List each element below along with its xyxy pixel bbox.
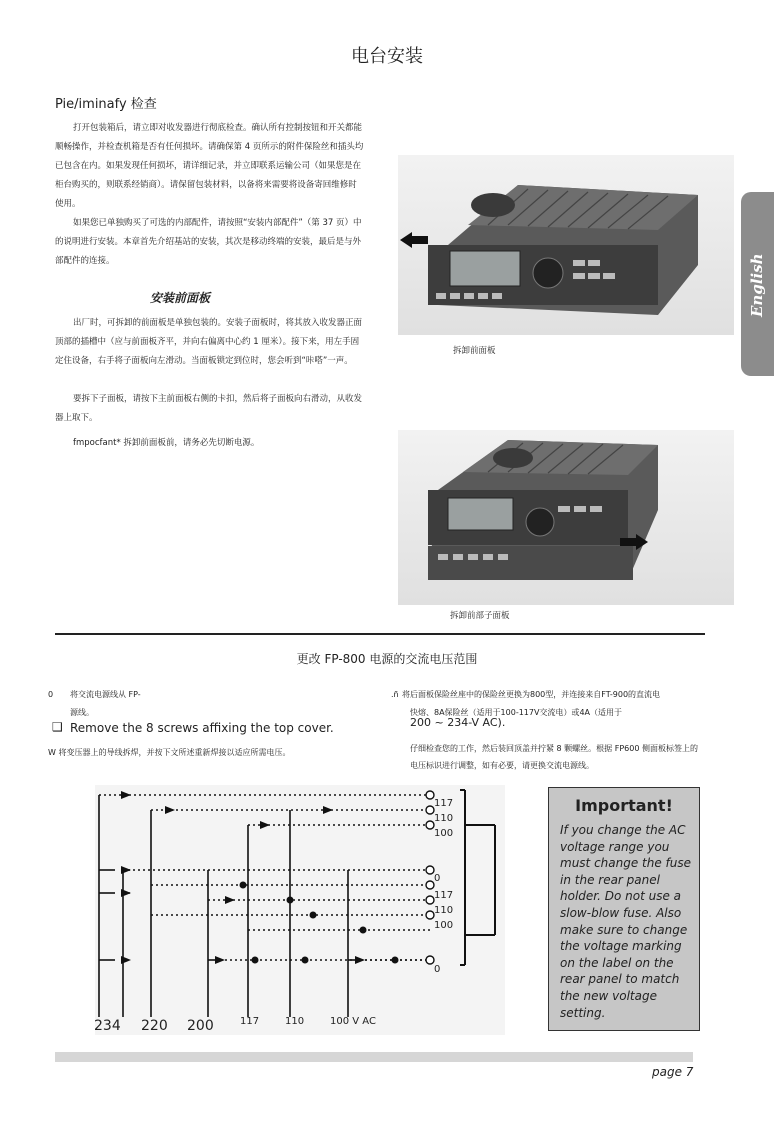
step-0-text: 将交流电源线从 FP- [70, 690, 141, 699]
voltage-label-220: 220 [141, 1018, 168, 1034]
step-w-text: W 将变压器上的导线拆焊，并按下文所述重新焊接以适应所需电压。 [48, 748, 291, 757]
step-0-number: 0 [48, 690, 54, 699]
front-panel-paragraph-2: 要拆下子面板，请按下主前面板右侧的卡扣，然后将子面板向右滑动，从收发器上取下。 [55, 394, 363, 423]
page-number: page 7 [652, 1065, 694, 1079]
important-notice-body: If you change the AC voltage range you must change the fuse in the rear panel holder. Do not use a slow-blow fuse. Also make sure to change the voltage marking on the label on the rear panel to match the new voltage setting. [560, 823, 692, 1020]
front-panel-warning: fmpocfant* 拆卸前面板前，请务必先切断电源。 [73, 438, 260, 448]
tap-label-lower-100: 100 [434, 920, 454, 931]
inspection-paragraph-2: 如果您已单独购买了可选的内部配件，请按照“安装内部配件”（第 37 页）中的说明进行安装。本章首先介绍基站的安装，其次是移动终端的安装，最后是与外部配件的连接。 [55, 218, 362, 266]
right-step-line-1: 将后面板保险丝座中的保险丝更换为800型，并连接来自FT-900的直流电 [402, 690, 661, 699]
footer-bar [55, 1052, 693, 1062]
tap-label-upper-110: 110 [434, 813, 454, 824]
inspection-paragraph-1: 打开包装箱后，请立即对收发器进行彻底检查。确认所有控制按钮和开关都能顺畅操作，并检查机箱是否有任何损坏。请确保第 4 页所示的附件保险丝和插头均已包含在内。如果发现任何损坏，请详细记录，并立即联系运输公司（如果您是在柜台购买的，则联系经销商）。请保留包装材料，以备将来需要将设备寄回维修时使用。 [55, 123, 364, 209]
voltage-label-234: 234 [94, 1018, 121, 1034]
transceiver-photo-sub-panel [398, 430, 734, 605]
tap-label-lower-117: 117 [434, 890, 454, 901]
tap-label-upper-100: 100 [434, 828, 454, 839]
front-panel-paragraph-1: 出厂时，可拆卸的前面板是单独包装的。安装子面板时，将其放入收发器正面顶部的插槽中（应与前面板齐平，并向右偏离中心约 1 厘米）。接下来，用左手固定住设备，右手将子面板向左滑动。当面板锁定到位时，您会听到“咔嗒”一声。 [55, 318, 363, 366]
voltage-label-117: 117 [240, 1016, 260, 1027]
right-step-line-2: 快熔、8A保险丝（适用于100-117V交流电）或4A（适用于 [410, 708, 623, 717]
step-0-continuation: 源线。 [70, 708, 94, 717]
front-panel-heading: 安装前面板 [150, 291, 211, 305]
inspection-heading: Pie/iminafy 检查 [55, 97, 157, 112]
tap-label-lower-0: 0 [434, 964, 441, 975]
page-title: 电台安装 [351, 46, 423, 67]
photo-caption-front-panel: 拆卸前面板 [453, 346, 496, 356]
tap-label-upper-117: 117 [434, 798, 454, 809]
tap-label-upper-0: 0 [434, 873, 441, 884]
tap-label-lower-110: 110 [434, 905, 454, 916]
transceiver-photo-front-panel [398, 155, 734, 335]
right-step-number: .ñ [391, 690, 399, 699]
voltage-change-heading: 更改 FP-800 电源的交流电压范围 [296, 652, 478, 666]
photo-caption-sub-panel: 拆卸前部子面板 [450, 611, 510, 621]
right-step-paragraph: 仔细检查您的工作，然后装回顶盖并拧紧 8 颗螺丝。根据 FP600 侧面板标签上的电压标识进行调整，如有必要，请更换交流电源线。 [410, 744, 698, 770]
language-tab-label: English [748, 253, 766, 317]
step-1-text: Remove the 8 screws affixing the top cover. [70, 721, 334, 735]
voltage-label-100-vac: 100 V AC [330, 1016, 376, 1027]
voltage-label-200: 200 [187, 1018, 214, 1034]
section-divider [55, 633, 705, 635]
checkbox-icon: ❑ [52, 720, 63, 734]
right-step-line-3: 200 ~ 234-V AC). [410, 716, 506, 729]
voltage-label-110: 110 [285, 1016, 305, 1027]
important-notice-title: Important! [575, 796, 673, 815]
